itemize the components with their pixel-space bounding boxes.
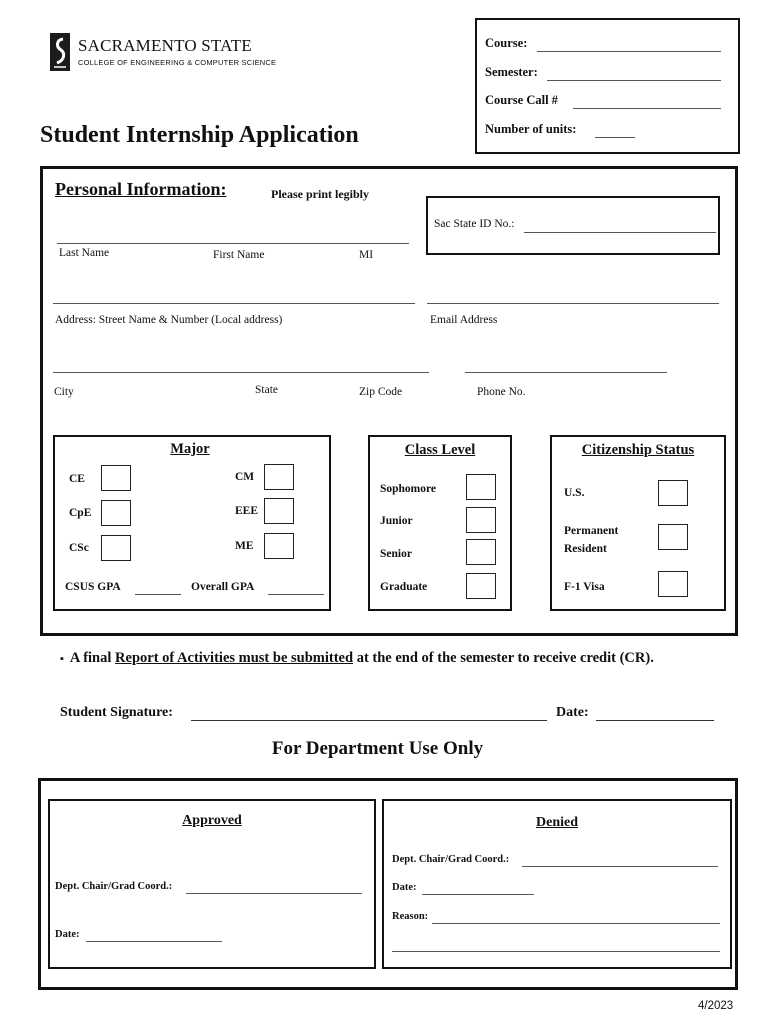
- major-title: Major: [170, 441, 210, 457]
- notice-emphasis: Report of Activities must be submitted: [115, 650, 354, 666]
- senior-checkbox[interactable]: [466, 539, 496, 565]
- course-call-label: Course Call #: [485, 93, 558, 107]
- senior-label: Senior: [380, 548, 412, 560]
- cm-checkbox[interactable]: [264, 464, 294, 490]
- first-name-label: First Name: [213, 249, 265, 261]
- csus-gpa-field[interactable]: [135, 594, 181, 595]
- page-title: Student Internship Application: [40, 122, 359, 148]
- signature-label: Student Signature:: [60, 705, 173, 720]
- csc-label: CSc: [69, 542, 89, 554]
- dept-section: [38, 778, 738, 990]
- address-field[interactable]: [53, 303, 415, 304]
- ce-label: CE: [69, 473, 85, 485]
- logo-subtitle: COLLEGE OF ENGINEERING & COMPUTER SCIENCE: [78, 58, 277, 67]
- denied-chair-label: Dept. Chair/Grad Coord.:: [392, 854, 510, 865]
- approved-title: Approved: [182, 813, 242, 828]
- notice-suffix: at the end of the semester to receive credit (CR).: [353, 650, 654, 666]
- denied-box: [382, 799, 732, 969]
- phone-label: Phone No.: [477, 386, 526, 398]
- personal-info-heading: Personal Information:: [55, 179, 227, 199]
- citizenship-box: [550, 435, 726, 611]
- eee-checkbox[interactable]: [264, 498, 294, 524]
- cpe-label: CpE: [69, 507, 92, 519]
- last-name-label: Last Name: [59, 247, 110, 259]
- sophomore-label: Sophomore: [380, 483, 437, 495]
- denied-chair-field[interactable]: [522, 866, 718, 867]
- permanent-resident-checkbox[interactable]: [658, 524, 688, 550]
- major-box: [53, 435, 331, 611]
- units-field[interactable]: [595, 137, 635, 138]
- me-label: ME: [235, 540, 254, 552]
- cm-label: CM: [235, 471, 255, 483]
- notice-prefix: A final: [69, 650, 116, 666]
- us-checkbox[interactable]: [658, 480, 688, 506]
- csc-checkbox[interactable]: [101, 535, 131, 561]
- permanent-label: Permanent: [564, 525, 619, 537]
- f1-visa-checkbox[interactable]: [658, 571, 688, 597]
- denied-date-field[interactable]: [422, 894, 534, 895]
- course-label: Course:: [485, 36, 528, 50]
- me-checkbox[interactable]: [264, 533, 294, 559]
- approved-date-field[interactable]: [86, 941, 222, 942]
- approved-chair-label: Dept. Chair/Grad Coord.:: [55, 881, 173, 892]
- graduate-label: Graduate: [380, 581, 428, 593]
- class-level-title: Class Level: [404, 442, 476, 458]
- approved-chair-field[interactable]: [186, 893, 362, 894]
- name-field[interactable]: [57, 243, 409, 244]
- city-state-zip-field[interactable]: [53, 372, 429, 373]
- eee-label: EEE: [235, 505, 259, 517]
- class-level-box: [368, 435, 512, 611]
- course-box: [475, 18, 740, 154]
- course-call-field[interactable]: [573, 108, 721, 109]
- resident-label: Resident: [564, 543, 607, 555]
- f1-visa-label: F-1 Visa: [564, 581, 605, 593]
- graduate-checkbox[interactable]: [466, 573, 496, 599]
- mi-label: MI: [359, 249, 374, 261]
- cpe-checkbox[interactable]: [101, 500, 131, 526]
- city-label: City: [54, 386, 74, 398]
- overall-gpa-field[interactable]: [268, 594, 324, 595]
- denied-reason-label: Reason:: [392, 911, 429, 922]
- denied-reason-field[interactable]: [432, 923, 720, 924]
- approved-date-label: Date:: [55, 929, 80, 940]
- units-label: Number of units:: [485, 122, 577, 136]
- logo: [48, 32, 308, 74]
- sac-id-box: [426, 196, 720, 255]
- address-label: Address: Street Name & Number (Local address): [55, 314, 283, 326]
- personal-info-section: [40, 166, 738, 636]
- state-label: State: [255, 384, 278, 396]
- approved-box: [48, 799, 376, 969]
- print-legibly-note: Please print legibly: [271, 187, 369, 201]
- signature-field[interactable]: [191, 720, 547, 721]
- form-version: 4/2023: [698, 1000, 734, 1012]
- bullet-icon: ▪: [60, 653, 64, 665]
- signature-date-label: Date:: [556, 705, 589, 720]
- course-field[interactable]: [537, 51, 721, 52]
- denied-date-label: Date:: [392, 882, 417, 893]
- email-label: Email Address: [430, 314, 498, 326]
- zip-label: Zip Code: [359, 386, 403, 398]
- ce-checkbox[interactable]: [101, 465, 131, 491]
- denied-reason-field-2[interactable]: [392, 951, 720, 952]
- semester-label: Semester:: [485, 65, 538, 79]
- phone-field[interactable]: [465, 372, 667, 373]
- signature-date-field[interactable]: [596, 720, 714, 721]
- denied-title: Denied: [536, 815, 578, 830]
- us-label: U.S.: [564, 487, 585, 499]
- sac-id-label: Sac State ID No.:: [434, 218, 515, 230]
- report-notice: [60, 650, 654, 667]
- semester-field[interactable]: [547, 80, 721, 81]
- dept-use-title: For Department Use Only: [271, 738, 484, 759]
- sophomore-checkbox[interactable]: [466, 474, 496, 500]
- junior-checkbox[interactable]: [466, 507, 496, 533]
- junior-label: Junior: [380, 515, 413, 527]
- citizenship-title: Citizenship Status: [581, 442, 695, 458]
- csus-gpa-label: CSUS GPA: [65, 581, 121, 593]
- email-field[interactable]: [427, 303, 719, 304]
- logo-name: SACRAMENTO STATE: [78, 36, 252, 55]
- sac-id-field[interactable]: [524, 232, 716, 233]
- hornet-logo-icon: [48, 32, 72, 72]
- overall-gpa-label: Overall GPA: [191, 581, 255, 593]
